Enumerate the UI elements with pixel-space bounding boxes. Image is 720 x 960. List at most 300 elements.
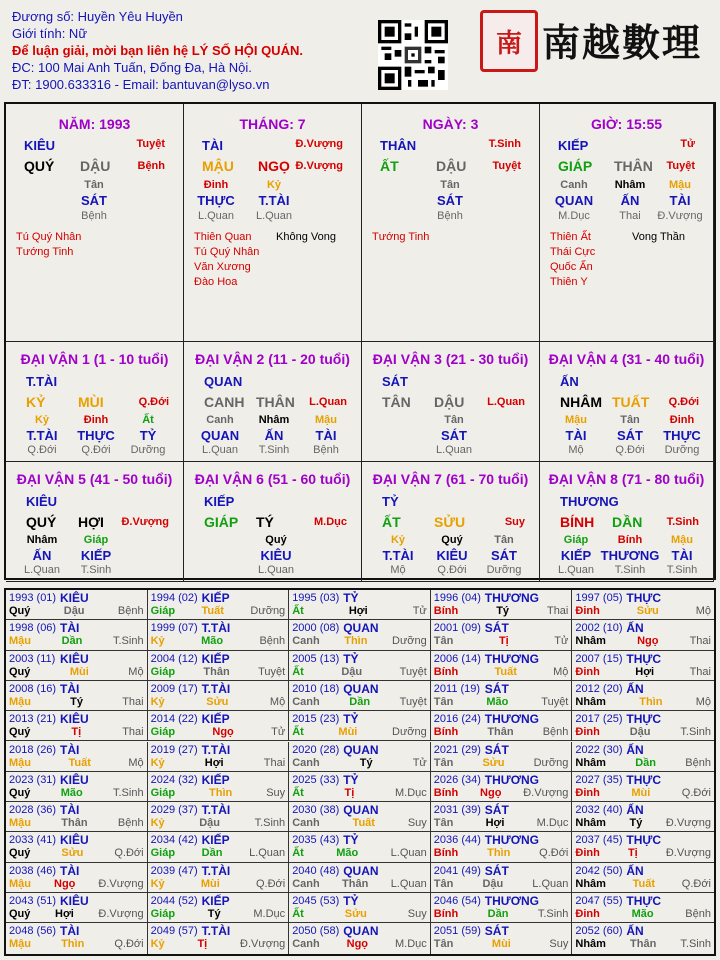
year-ten-god: THỰC <box>626 651 662 666</box>
year-branch: Ngọ <box>54 877 76 890</box>
year-label: 2006 (14) <box>433 652 481 665</box>
year-label: 2026 (34) <box>433 773 481 786</box>
year-branch: Thân <box>203 665 230 678</box>
year-pillar-row <box>292 787 427 799</box>
year-branch: Tuất <box>494 665 517 678</box>
year-stem: Quý <box>9 847 31 860</box>
year-ten-god: KIẾP <box>201 894 230 908</box>
year-cell <box>148 802 290 832</box>
dai-van-branch: TÝ <box>256 514 274 530</box>
dai-van-cell <box>540 462 714 582</box>
year-stage: Mộ <box>128 756 144 769</box>
year-stem: Kỷ <box>150 817 165 830</box>
year-label: 2024 (32) <box>150 773 198 786</box>
hidden-ten-god: SÁT <box>437 193 463 208</box>
hidden-ten-god: TÀI <box>565 428 587 443</box>
dai-van-ten-god: KIẾP <box>204 494 235 509</box>
star-item: Không Vong <box>276 231 336 243</box>
hidden-ten-god: ẤN <box>620 193 640 208</box>
hidden-stage: Dưỡng <box>664 444 700 456</box>
year-stem: Giáp <box>150 786 176 799</box>
hidden-stem: Mậu <box>565 414 587 426</box>
year-branch: Dậu <box>629 726 651 739</box>
hidden-stem: Tân <box>494 534 514 546</box>
year-pillar-row <box>292 757 427 769</box>
year-branch: Hợi <box>485 817 505 830</box>
hidden-ten-god: THƯƠNG <box>600 548 660 563</box>
year-branch: Tị <box>197 938 208 951</box>
hidden-stem: Nhâm <box>258 414 290 426</box>
year-branch: Mùi <box>491 938 511 951</box>
year-pillar-row <box>151 847 286 859</box>
pillar-ten-god: KIẾP <box>558 138 589 153</box>
dai-van-cell <box>184 462 362 582</box>
year-stem: Bính <box>433 605 459 617</box>
year-stem: Ất <box>292 605 304 617</box>
bazi-chart <box>4 102 716 580</box>
year-cell <box>572 832 714 862</box>
year-branch: Ngọ <box>637 635 659 648</box>
pillar-title: NĂM: 1993 <box>58 116 131 132</box>
pillar-cell <box>362 104 540 342</box>
year-stage: M.Dục <box>394 786 427 799</box>
year-branch: Mùi <box>200 877 220 890</box>
year-ten-god: TÀI <box>60 681 80 696</box>
year-label: 2035 (43) <box>292 834 340 847</box>
pillar-ten-god: TÀI <box>202 138 223 153</box>
dai-van-title: ĐẠI VẬN 2 (11 - 20 tuổi) <box>195 351 350 367</box>
hidden-stem: Quý <box>441 534 463 546</box>
year-stage: Tuyệt <box>541 695 569 708</box>
year-branch: Tuất <box>68 756 91 769</box>
year-label: 2011 (19) <box>433 682 481 695</box>
year-ten-god: QUAN <box>343 621 379 636</box>
dai-van-branch: SỬU <box>434 514 466 530</box>
year-stem: Đinh <box>575 786 600 799</box>
year-branch: Tý <box>359 756 373 769</box>
year-pillar-row <box>151 757 286 769</box>
year-branch: Sửu <box>206 695 229 708</box>
year-pillar-row <box>151 726 286 738</box>
year-stem: Mậu <box>9 877 31 890</box>
year-cell <box>431 863 573 893</box>
hidden-ten-god: THỰC <box>197 193 235 208</box>
year-pillar-row <box>9 908 144 920</box>
year-ten-god: THƯƠNG <box>484 894 539 908</box>
year-branch: Mão <box>336 847 359 860</box>
star-item: Thiên Ất <box>550 231 591 243</box>
year-branch: Sửu <box>482 756 505 769</box>
dai-van-title: ĐẠI VẬN 6 (51 - 60 tuổi) <box>194 471 351 487</box>
dai-van-stem: KỶ <box>26 394 46 410</box>
year-ten-god: QUAN <box>343 681 379 696</box>
year-stem: Nhâm <box>575 938 606 951</box>
dai-van-cell <box>184 342 362 462</box>
hidden-ten-god: TÀI <box>671 548 693 563</box>
year-ten-god: SÁT <box>484 681 509 696</box>
year-stage: Q.Đới <box>255 877 286 890</box>
hidden-stem: Mậu <box>669 179 691 191</box>
year-cell <box>6 681 148 711</box>
year-ten-god: ẤN <box>626 924 644 939</box>
hidden-stem: Tân <box>84 179 104 191</box>
star-item: Vong Thần <box>632 231 686 243</box>
year-stem: Quý <box>9 605 31 617</box>
pillar-title: NGÀY: 3 <box>422 116 479 132</box>
dai-van-stem: ẤT <box>382 514 401 530</box>
year-cell <box>431 923 573 953</box>
dai-van-ten-god: SÁT <box>382 374 408 389</box>
year-pillar-row <box>575 635 711 647</box>
year-label: 2027 (35) <box>575 773 623 786</box>
hidden-stem: Mậu <box>671 534 693 546</box>
year-stem: Mậu <box>9 635 31 648</box>
hidden-stage: Thai <box>619 210 641 222</box>
pillar-branch-stage: Tuyệt <box>666 160 695 172</box>
hidden-ten-god: QUAN <box>554 193 594 208</box>
year-label: 2014 (22) <box>150 713 198 726</box>
year-cell <box>148 923 290 953</box>
year-ten-god: TỶ <box>343 833 359 848</box>
year-stage: Đ.Vượng <box>240 938 286 951</box>
dai-van-stage: T.Sinh <box>666 516 699 528</box>
year-stem: Kỷ <box>150 938 165 951</box>
hidden-ten-god: ẤN <box>32 548 52 563</box>
hidden-stage: L.Quan <box>557 564 595 576</box>
year-cell <box>431 620 573 650</box>
dai-van-cell <box>6 462 184 582</box>
year-stem: Ất <box>292 908 304 920</box>
year-label: 2007 (15) <box>575 652 623 665</box>
year-branch: Tuất <box>352 817 375 830</box>
year-stage: Dưỡng <box>533 756 569 769</box>
red-seal-logo: 南 <box>480 10 538 72</box>
year-pillar-row <box>292 726 427 738</box>
year-label: 2045 (53) <box>292 895 340 907</box>
year-stem: Quý <box>9 908 31 920</box>
hidden-ten-god: T.TÀI <box>258 193 290 208</box>
year-pillar-row <box>9 635 144 647</box>
brand-title: 南越數理 <box>542 20 703 65</box>
year-pillar-row <box>9 757 144 769</box>
hidden-ten-god: SÁT <box>617 428 643 443</box>
year-stem: Đinh <box>575 726 600 739</box>
year-ten-god: TÀI <box>60 924 80 939</box>
pillar-branch-stage: Bệnh <box>137 160 165 172</box>
year-label: 2051 (59) <box>433 925 481 938</box>
year-stage: T.Sinh <box>113 635 144 648</box>
year-branch: Tị <box>627 847 638 860</box>
year-pillar-row <box>9 878 144 890</box>
hidden-stage: L.Quan <box>257 564 295 576</box>
dai-van-stage: Q.Đới <box>668 396 699 408</box>
year-stage: Q.Đới <box>681 877 711 890</box>
year-cell <box>148 742 290 772</box>
year-stage: T.Sinh <box>537 908 569 920</box>
hidden-stage: Q.Đới <box>615 444 645 456</box>
hidden-ten-god: KIẾP <box>560 548 592 563</box>
hidden-stem: Canh <box>206 414 234 426</box>
year-cell <box>6 772 148 802</box>
year-cell <box>289 802 431 832</box>
year-label: 2002 (10) <box>575 622 623 635</box>
year-branch: Dần <box>61 635 83 648</box>
year-pillar-row <box>292 635 427 647</box>
hidden-ten-god: SÁT <box>491 548 517 563</box>
year-pillar-row <box>575 666 711 678</box>
contact-phone-email: ĐT: 1900.633316 - Email: bantuvan@lyso.vn <box>12 77 270 92</box>
year-label: 2041 (49) <box>433 864 481 877</box>
year-ten-god: KIẾP <box>201 591 230 605</box>
year-pillar-row <box>9 817 144 829</box>
year-stage: Dưỡng <box>392 726 427 739</box>
year-stage: Đ.Vượng <box>523 786 569 799</box>
year-label: 2009 (17) <box>150 682 198 695</box>
hidden-stem: Tân <box>444 414 464 426</box>
hidden-stem: Quý <box>265 534 287 546</box>
year-stage: Mộ <box>695 695 711 708</box>
year-ten-god: KIÊU <box>60 833 89 848</box>
year-pillar-row <box>434 605 569 617</box>
year-stage: Suy <box>407 908 427 920</box>
year-cell <box>572 742 714 772</box>
year-pillar-row <box>151 787 286 799</box>
year-label: 2020 (28) <box>292 743 340 756</box>
dai-van-stage: L.Quan <box>487 396 525 408</box>
star-item: Tú Quý Nhân <box>16 231 82 243</box>
hidden-stem: Kỷ <box>390 534 406 546</box>
year-cell <box>289 620 431 650</box>
year-stage: Thai <box>122 726 144 739</box>
year-branch: Mão <box>60 786 83 799</box>
owner-info <box>12 8 372 93</box>
year-stem: Giáp <box>150 908 176 920</box>
year-pillar-row <box>151 635 286 647</box>
year-stem: Quý <box>9 786 31 799</box>
dai-van-branch: DẬU <box>434 394 465 410</box>
year-pillar-row <box>434 726 569 738</box>
pillar-branch: THÂN <box>614 158 653 174</box>
year-branch: Sửu <box>61 847 84 860</box>
year-ten-god: KIẾP <box>201 772 230 787</box>
year-cell <box>148 863 290 893</box>
year-cell <box>289 923 431 953</box>
year-stem: Nhâm <box>575 877 606 890</box>
year-ten-god: T.TÀI <box>201 803 231 818</box>
year-cell <box>431 893 573 923</box>
year-stem: Mậu <box>9 938 31 951</box>
year-stage: T.Sinh <box>254 817 286 830</box>
year-stem: Nhâm <box>575 817 606 830</box>
year-ten-god: TỶ <box>343 651 359 666</box>
year-pillar-row <box>9 938 144 950</box>
year-pillar-row <box>151 666 286 678</box>
year-label: 2038 (46) <box>9 864 57 877</box>
year-branch: Tị <box>71 726 82 739</box>
hidden-ten-god: T.TÀI <box>26 428 58 443</box>
year-label: 2012 (20) <box>575 682 623 695</box>
year-pillar-row <box>9 787 144 799</box>
year-stage: Tử <box>412 605 427 617</box>
year-stage: Đ.Vượng <box>98 877 144 890</box>
year-stage: Tử <box>271 726 286 739</box>
star-item: Thiên Quan <box>194 231 252 243</box>
year-cell <box>6 620 148 650</box>
dai-van-title: ĐẠI VẬN 7 (61 - 70 tuổi) <box>372 471 529 487</box>
year-stage: Q.Đới <box>114 847 144 860</box>
hidden-stem: Canh <box>560 179 588 191</box>
hidden-stage: Mộ <box>390 564 406 576</box>
hidden-stage: T.Sinh <box>80 564 112 576</box>
year-stem: Ất <box>292 786 304 799</box>
year-cell <box>6 893 148 923</box>
pillar-title: THÁNG: 7 <box>239 116 306 132</box>
year-cell <box>572 620 714 650</box>
year-ten-god: T.TÀI <box>201 924 231 939</box>
year-label: 2039 (47) <box>150 864 198 877</box>
hidden-stem: Đinh <box>669 414 695 426</box>
year-cell <box>6 590 148 620</box>
year-branch: Mùi <box>631 786 651 799</box>
hidden-stage: Mộ <box>568 444 584 456</box>
year-label: 2016 (24) <box>433 713 481 726</box>
year-stem: Giáp <box>150 605 176 617</box>
year-stage: M.Dục <box>253 908 286 920</box>
year-branch: Dần <box>201 847 223 860</box>
pillar-ten-god: THÂN <box>380 138 417 153</box>
year-branch: Dậu <box>63 605 85 617</box>
hidden-stage: L.Quan <box>23 564 61 576</box>
year-branch: Ngọ <box>346 938 369 951</box>
year-stem: Đinh <box>575 665 600 678</box>
year-cell <box>289 590 431 620</box>
year-stage: L.Quan <box>390 847 427 860</box>
pillar-stem-stage: Đ.Vượng <box>295 138 343 150</box>
dai-van-title: ĐẠI VẬN 5 (41 - 50 tuổi) <box>16 471 173 487</box>
year-cell <box>148 620 290 650</box>
year-ten-god: THƯƠNG <box>484 591 539 605</box>
year-label: 1995 (03) <box>292 592 340 604</box>
hidden-stem: Tân <box>620 414 640 426</box>
year-stem: Đinh <box>575 908 600 920</box>
hidden-stage: Q.Đới <box>437 564 467 576</box>
year-pillar-row <box>575 878 711 890</box>
hidden-stem: Kỷ <box>266 179 282 191</box>
year-branch: Tý <box>629 817 643 830</box>
hidden-ten-god: TỶ <box>139 428 157 443</box>
year-cell <box>572 651 714 681</box>
year-stem: Giáp <box>150 665 176 678</box>
year-stage: M.Dục <box>394 938 427 951</box>
star-item: Tú Quý Nhân <box>194 246 260 258</box>
year-stem: Đinh <box>575 847 600 860</box>
year-branch: Mão <box>486 695 509 708</box>
hidden-stage: Bệnh <box>437 210 463 222</box>
year-cell <box>148 772 290 802</box>
year-ten-god: KIẾP <box>201 833 230 848</box>
year-label: 2037 (45) <box>575 834 623 847</box>
year-stem: Bính <box>433 786 459 799</box>
year-branch: Ngọ <box>480 786 502 799</box>
year-ten-god: KIÊU <box>60 772 89 787</box>
year-pillar-row <box>434 817 569 829</box>
yearly-luck-grid <box>4 588 716 956</box>
year-ten-god: KIÊU <box>60 712 89 727</box>
year-stem: Bính <box>433 847 459 860</box>
year-label: 2013 (21) <box>9 713 57 726</box>
year-ten-god: THƯƠNG <box>484 772 539 787</box>
hidden-stem: Ất <box>142 414 154 426</box>
year-stage: T.Sinh <box>680 938 711 951</box>
year-ten-god: THỰC <box>626 772 662 787</box>
year-pillar-row <box>575 757 711 769</box>
year-stage: T.Sinh <box>113 786 144 799</box>
year-ten-god: QUAN <box>343 863 379 878</box>
year-stage: Mộ <box>695 605 711 617</box>
year-ten-god: THỰC <box>626 591 662 605</box>
year-ten-god: ẤN <box>626 681 644 696</box>
year-ten-god: TỶ <box>343 712 359 727</box>
year-stem: Quý <box>9 665 31 678</box>
year-branch: Mão <box>631 908 654 920</box>
year-cell <box>6 742 148 772</box>
year-stem: Nhâm <box>575 756 606 769</box>
year-ten-god: TỶ <box>343 772 359 787</box>
year-ten-god: QUAN <box>343 803 379 818</box>
hidden-ten-god: KIẾP <box>80 548 112 563</box>
hidden-stage: L.Quan <box>435 444 473 456</box>
year-label: 2036 (44) <box>433 834 481 847</box>
hidden-stage: Đ.Vượng <box>657 210 703 222</box>
pillar-branch: DẬU <box>80 158 111 174</box>
year-stage: Suy <box>266 786 286 799</box>
year-pillar-row <box>9 847 144 859</box>
year-stage: Bệnh <box>685 756 711 769</box>
dai-van-cell <box>6 342 184 462</box>
year-ten-god: THỰC <box>626 894 662 908</box>
year-stage: Tử <box>412 756 427 769</box>
year-stem: Quý <box>9 726 31 739</box>
year-pillar-row <box>575 938 711 950</box>
dai-van-stem: GIÁP <box>204 514 239 530</box>
hidden-stage: T.Sinh <box>666 564 698 576</box>
dai-van-cell <box>362 342 540 462</box>
dai-van-title: ĐẠI VẬN 1 (1 - 10 tuổi) <box>20 351 169 367</box>
year-ten-god: ẤN <box>626 803 644 818</box>
year-stage: Q.Đới <box>114 938 144 951</box>
year-cell <box>431 651 573 681</box>
hidden-stage: L.Quan <box>201 444 239 456</box>
year-branch: Sửu <box>344 908 367 920</box>
hidden-ten-god: KIÊU <box>260 548 292 563</box>
year-branch: Thìn <box>61 938 85 951</box>
year-stage: Bệnh <box>259 635 286 648</box>
year-branch: Tuất <box>632 877 656 890</box>
year-cell <box>148 832 290 862</box>
year-branch: Dậu <box>341 665 363 678</box>
hidden-stem: Tân <box>440 179 460 191</box>
year-label: 2049 (57) <box>150 925 198 938</box>
year-label: 2044 (52) <box>150 895 198 907</box>
dai-van-cell <box>540 342 714 462</box>
year-pillar-row <box>434 666 569 678</box>
year-stem: Kỷ <box>150 695 165 708</box>
year-cell <box>431 802 573 832</box>
year-cell <box>431 832 573 862</box>
year-pillar-row <box>434 696 569 708</box>
hidden-stem: Bính <box>617 534 643 546</box>
year-cell <box>572 923 714 953</box>
